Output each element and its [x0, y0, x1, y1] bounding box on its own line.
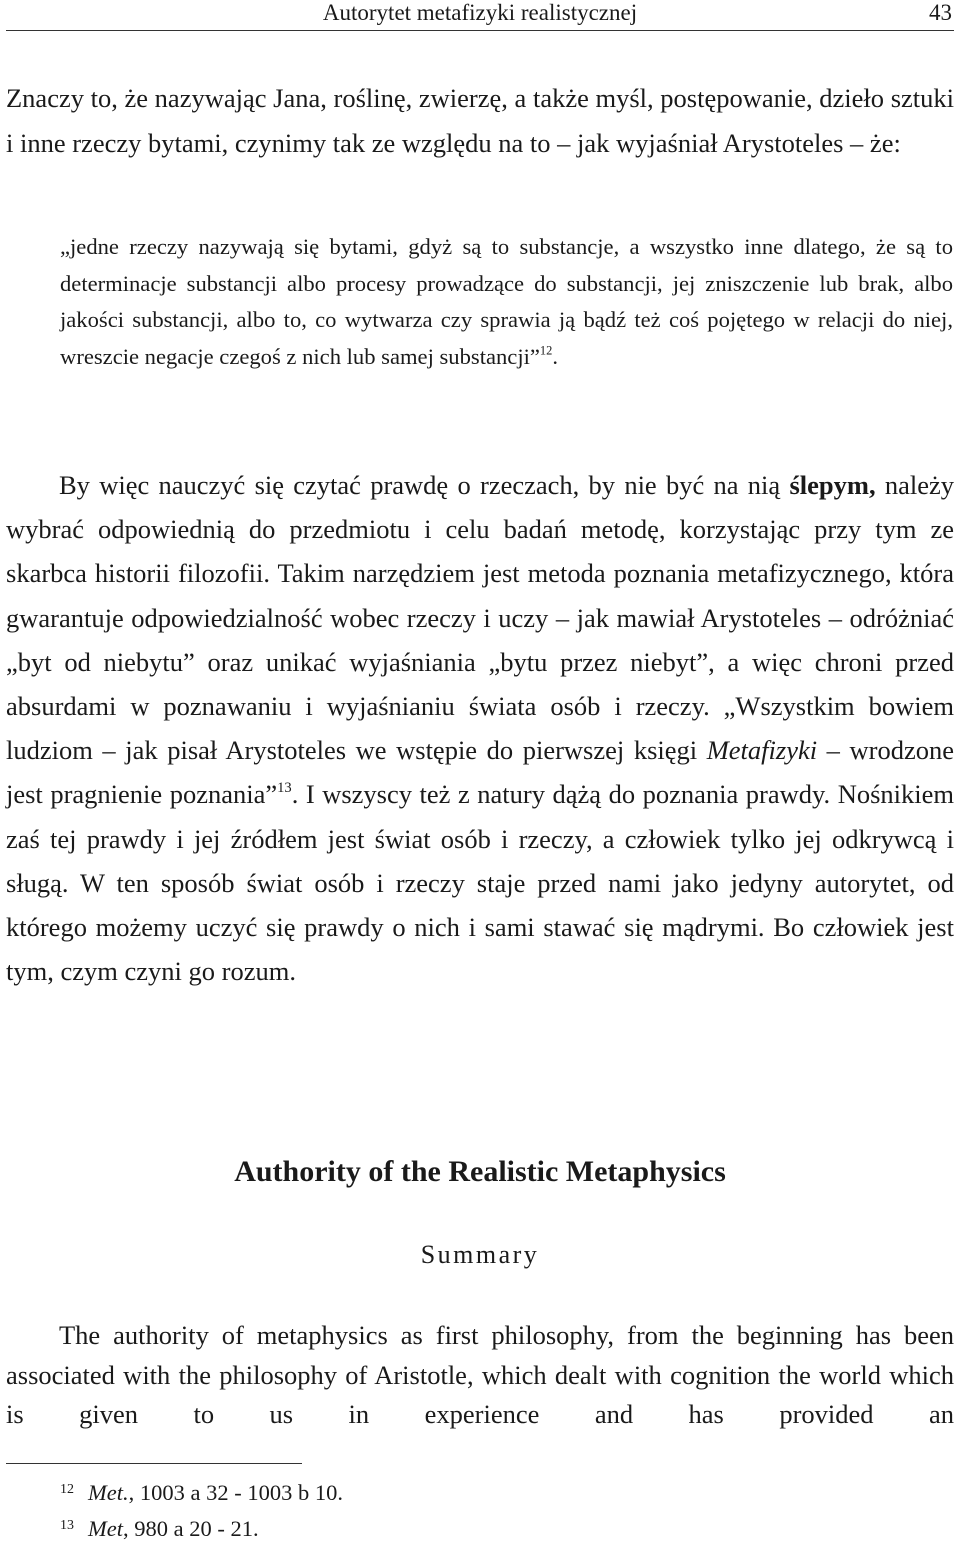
- footnote-ref-13: 13: [277, 780, 292, 797]
- paragraph-1-text: Znaczy to, że nazywając Jana, roślinę, zwierzę, a także myśl, postępowanie, dzieło sztuki i inne rzeczy bytami, czynimy tak ze względu na to – jak wyjaśniał Arystoteles – że:: [6, 83, 954, 158]
- footnote-source: Met.: [88, 1480, 129, 1505]
- paragraph-2-part-1: By więc nauczyć się czytać prawdę o rzeczach, by nie być na nią: [59, 470, 790, 500]
- footnote-location: , 1003 a 32 - 1003 b 10.: [128, 1480, 343, 1505]
- footnote-divider: [6, 1463, 302, 1464]
- body-paragraph-2: [6, 463, 954, 993]
- footnote-ref-12: 12: [539, 343, 553, 358]
- page-number: 43: [929, 0, 952, 25]
- footnote-13: [60, 1512, 259, 1543]
- body-paragraph-1: [6, 76, 954, 165]
- quote-text: „jedne rzeczy nazywają się bytami, gdyż są to substancje, a wszystko inne dlatego, że są to determinacje substancji albo procesy prowadzące do substancji, jej zniszczenie lub brak, albo jakości substancji, albo to, co wytwarza czy sprawia ją bądź też coś pojętego w relacji do niej, wreszcie negacje czegoś z nich lub samej substancji”: [60, 234, 953, 369]
- paragraph-2-part-2: należy wybrać odpowiednią do przedmiotu i celu badań metodę, korzystając przy tym ze skarbca historii filozofii. Takim narzędziem jest metoda poznania metafizycznego, która gwarantuje odpowiedzialność wobec rzeczy i uczy – jak mawiał Arystoteles – odróżniać „byt od niebytu” oraz unikać wyjaśniania „bytu przez niebyt”, a więc chroni przed absurdami w poznawaniu i wyjaśnianiu świata osób i rzeczy. „Wszystkim bowiem ludziom – jak pisał Arystoteles we wstępie do pierwszej księgi: [6, 470, 954, 766]
- running-title: Autorytet metafizyki realistycznej: [322, 0, 638, 25]
- bold-emphasis: ślepym,: [789, 470, 876, 500]
- footnote-12: [60, 1476, 343, 1507]
- summary-paragraph: [6, 1316, 954, 1435]
- summary-text: The authority of metaphysics as first philosophy, from the beginning has been associated with the philosophy of Aristotle, which dealt with cognition the world which is given to us in experience and has provided an: [6, 1320, 954, 1429]
- footnote-number: 12: [60, 1482, 74, 1497]
- footnote-number: 13: [60, 1518, 74, 1533]
- summary-subtitle: Summary: [420, 1240, 540, 1269]
- block-quote: [60, 229, 953, 375]
- paragraph-2-part-3: – wrodzone jest pragnienie poznania”: [6, 735, 954, 810]
- paragraph-2-part-4: . I wszyscy też z natury dążą do poznania prawdy. Nośnikiem zaś tej prawdy i jej źródłem jest świat osób i rzeczy, a człowiek tylko jej odkrywcą i sługą. W ten sposób świat osób i rzeczy staje przed nami jako jedyny autorytet, od którego możemy uczyć się prawdy o nich i sami stawać się mądrymi. Bo człowiek jest tym, czym czyni go rozum.: [6, 779, 954, 987]
- quote-end: .: [552, 343, 558, 369]
- italic-title-metafizyki: Metafizyki: [706, 735, 818, 766]
- page-header: [6, 0, 954, 31]
- footnote-source: Met: [88, 1516, 123, 1541]
- summary-title: Authority of the Realistic Metaphysics: [234, 1155, 726, 1188]
- footnote-location: , 980 a 20 - 21.: [122, 1516, 259, 1541]
